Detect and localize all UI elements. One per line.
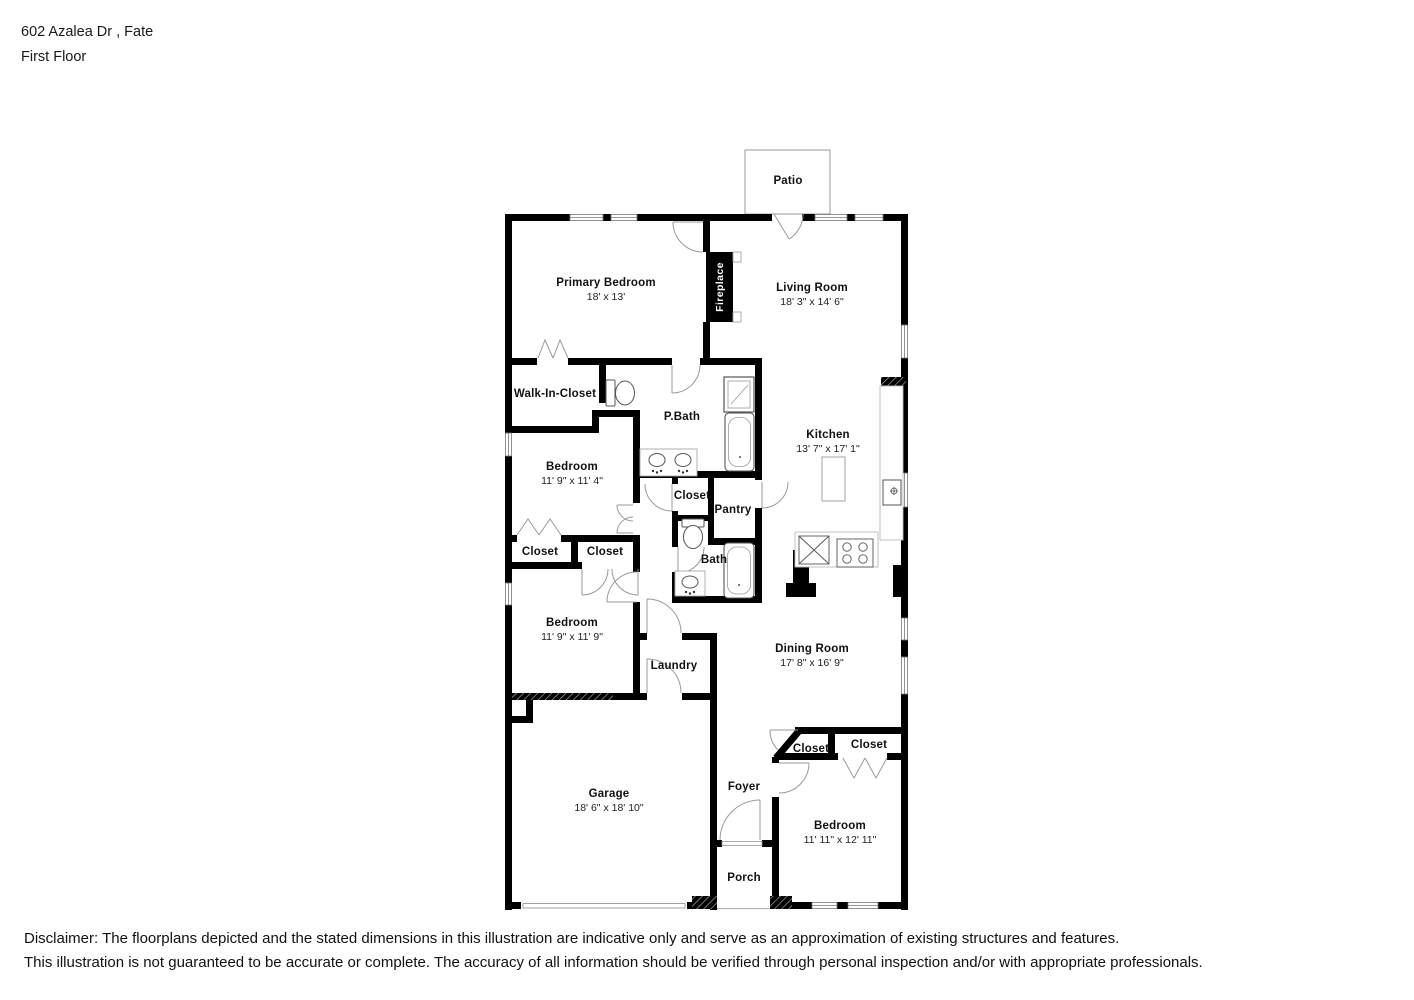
room-label-closet-a: Closet bbox=[521, 545, 559, 558]
fixtures bbox=[606, 377, 903, 598]
bifold-wic bbox=[538, 340, 553, 358]
room-label-pbath: P.Bath bbox=[663, 410, 701, 423]
door-arc-bedroom3 bbox=[607, 572, 637, 602]
room-label-porch: Porch bbox=[727, 871, 761, 884]
sink-icon bbox=[675, 571, 705, 596]
kitchen-sink-icon bbox=[799, 536, 829, 564]
bathtub-icon bbox=[724, 543, 754, 598]
bathtub-icon bbox=[725, 413, 754, 471]
door-arc-bedroom4 bbox=[779, 763, 809, 793]
room-label-living-room: Living Room 18' 3" x 14' 6" bbox=[776, 282, 848, 308]
garage-door bbox=[523, 904, 685, 909]
room-label-bedroom-4: Bedroom 11' 11" x 12' 11" bbox=[803, 820, 877, 846]
door-arc-pbath bbox=[672, 365, 700, 393]
room-label-fireplace: Fireplace bbox=[714, 262, 726, 312]
door-arc-closet-b bbox=[582, 569, 608, 595]
room-label-bath: Bath bbox=[700, 553, 728, 566]
door-arc-closet-b bbox=[612, 569, 638, 595]
room-label-closet-b: Closet bbox=[586, 545, 624, 558]
disclaimer-line-2: This illustration is not guaranteed to be accurate or complete. The accuracy of all information should be verified through personal inspection and/or with appropriate professionals. bbox=[24, 954, 1203, 971]
disclaimer-line-1: Disclaimer: The floorplans depicted and the stated dimensions in this illustration are indicative only and serve as an approximation of existing structures and features. bbox=[24, 930, 1120, 947]
room-label-foyer: Foyer bbox=[727, 780, 761, 793]
door-arc-bedroom2 bbox=[617, 517, 633, 533]
door-arc-hall-closet bbox=[645, 484, 672, 511]
room-label-laundry: Laundry bbox=[650, 659, 698, 672]
stove-icon bbox=[837, 539, 873, 567]
room-label-closet-hall: Closet bbox=[673, 489, 711, 502]
kitchen-island bbox=[822, 457, 845, 501]
room-label-garage: Garage 18' 6" x 18' 10" bbox=[574, 788, 644, 814]
bifold-closet-bedroom4 bbox=[843, 758, 865, 778]
room-label-bedroom-2: Bedroom 11' 9" x 11' 4" bbox=[541, 461, 603, 487]
address-title: 602 Azalea Dr , Fate bbox=[21, 24, 154, 40]
toilet-icon bbox=[682, 519, 704, 549]
room-label-closet-foyer: Closet bbox=[792, 742, 830, 755]
room-label-pantry: Pantry bbox=[714, 503, 752, 516]
door-arc-primary-bedroom bbox=[673, 222, 703, 252]
room-label-bedroom-3: Bedroom 11' 9" x 11' 9" bbox=[541, 617, 603, 643]
kitchen-counter-bottom bbox=[795, 532, 878, 567]
room-label-walk-in-closet: Walk-In-Closet bbox=[513, 387, 597, 400]
room-label-dining-room: Dining Room 17' 8" x 16' 9" bbox=[775, 643, 849, 669]
double-sink-vanity-icon bbox=[640, 449, 697, 476]
bifold-closet-a bbox=[517, 519, 539, 535]
bifold-closet-a bbox=[539, 519, 561, 535]
bifold-wic bbox=[553, 340, 568, 358]
door-arc-pantry bbox=[762, 482, 788, 508]
door-arc-laundry-top bbox=[647, 599, 681, 633]
door-arc-patio bbox=[774, 214, 803, 239]
room-label-patio: Patio bbox=[773, 174, 803, 187]
room-label-closet-bedroom4: Closet bbox=[850, 738, 888, 751]
fridge-icon bbox=[883, 480, 901, 505]
room-label-kitchen: Kitchen 13' 7" x 17' 1" bbox=[796, 429, 860, 455]
shower-icon bbox=[724, 377, 754, 412]
door-arc-front-door bbox=[720, 800, 760, 840]
floor-title: First Floor bbox=[21, 49, 87, 65]
toilet-icon bbox=[606, 380, 635, 406]
front-door-threshold bbox=[722, 842, 762, 846]
kitchen-counter-right bbox=[880, 386, 903, 540]
room-label-primary-bedroom: Primary Bedroom 18' x 13' bbox=[556, 277, 656, 303]
bifold-closet-bedroom4 bbox=[865, 758, 887, 778]
